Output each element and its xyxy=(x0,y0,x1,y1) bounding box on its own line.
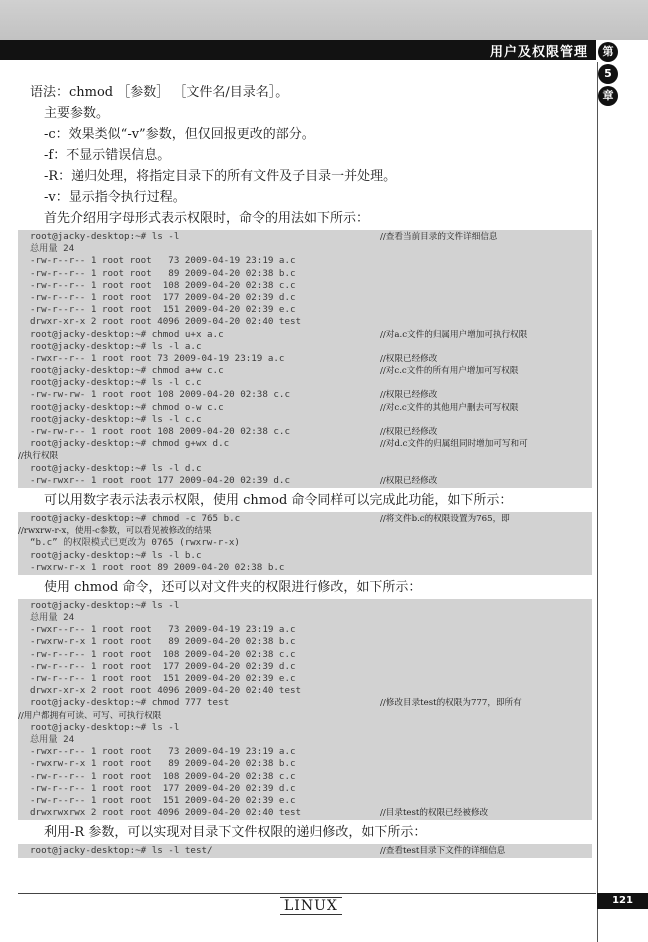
code-text: -rwxr--r-- 1 root root 73 2009-04-19 23:19 a.c xyxy=(30,352,285,364)
code-line xyxy=(18,475,592,487)
code-line xyxy=(18,353,592,365)
code-comment: //对a.c文件的归属用户增加可执行权限 xyxy=(380,329,528,340)
code-line xyxy=(18,292,592,304)
code-block xyxy=(18,230,592,488)
code-text: root@jacky-desktop:~# chmod u+x a.c xyxy=(30,328,224,340)
code-comment-wrap: //rwxrw-r-x，使用-c参数，可以看见被修改的结果 xyxy=(18,526,212,537)
code-line xyxy=(18,710,592,722)
code-comment: //对d.c文件的归属组同时增加可写和可 xyxy=(380,439,528,450)
code-text: root@jacky-desktop:~# ls -l a.c xyxy=(30,340,202,352)
paragraph: -v：显示指令执行过程。 xyxy=(44,190,186,205)
code-text: -rw-rw-r-- 1 root root 108 2009-04-20 02:38 c.c xyxy=(30,426,290,437)
code-text: -rw-r--r-- 1 root root 177 2009-04-20 02:39 d.c xyxy=(30,660,296,672)
page-number: 121 xyxy=(597,893,648,909)
code-line xyxy=(18,377,592,389)
code-line xyxy=(18,513,592,525)
code-text: -rw-r--r-- 1 root root 108 2009-04-20 02:38 c.c xyxy=(30,279,296,291)
code-block xyxy=(18,599,592,820)
code-text: drwxrwxrwx 2 root root 4096 2009-04-20 02:40 test xyxy=(30,807,302,819)
code-line xyxy=(18,624,592,636)
code-text: -rw-r--r-- 1 root root 151 2009-04-20 02:39 e.c xyxy=(30,673,296,684)
code-line xyxy=(18,280,592,292)
code-line xyxy=(18,341,592,353)
code-text: root@jacky-desktop:~# ls -l d.c xyxy=(30,462,202,474)
code-line xyxy=(18,243,592,255)
code-line xyxy=(18,783,592,795)
code-text: -rw-r--r-- 1 root root 177 2009-04-20 02:39 d.c xyxy=(30,291,296,303)
code-line xyxy=(18,463,592,475)
chapter-badge: 章 xyxy=(598,86,618,106)
code-text: drwxr-xr-x 2 root root 4096 2009-04-20 02:40 test xyxy=(30,316,302,328)
code-line xyxy=(18,255,592,267)
code-text: root@jacky-desktop:~# ls -l c.c xyxy=(30,377,202,389)
code-text: root@jacky-desktop:~# ls -l b.c xyxy=(30,549,202,561)
code-comment: //目录test的权限已经被修改 xyxy=(380,808,489,819)
paragraph: 主要参数。 xyxy=(44,106,110,121)
code-text: -rw-r--r-- 1 root root 151 2009-04-20 02:39 e.c xyxy=(30,794,296,806)
right-margin-rule xyxy=(597,62,598,942)
code-line xyxy=(18,231,592,243)
paragraph: -R：递归处理，将指定目录下的所有文件及子目录一并处理。 xyxy=(44,169,397,184)
code-line xyxy=(18,525,592,537)
code-comment: //权限已经修改 xyxy=(380,475,438,486)
code-line xyxy=(18,304,592,316)
code-line xyxy=(18,402,592,414)
code-text: “b.c” 的权限模式已更改为 0765 (rwxrw-r-x) xyxy=(30,537,240,549)
code-line xyxy=(18,661,592,673)
code-text: -rw-r--r-- 1 root root 151 2009-04-20 02:39 e.c xyxy=(30,304,296,316)
code-line xyxy=(18,329,592,341)
code-text: -rw-rw-rw- 1 root root 108 2009-04-20 02:38 c.c xyxy=(30,389,290,401)
code-line xyxy=(18,268,592,280)
code-text: -rw-r--r-- 1 root root 89 2009-04-20 02:38 b.c xyxy=(30,267,296,279)
code-line xyxy=(18,771,592,783)
code-line xyxy=(18,734,592,746)
code-line xyxy=(18,758,592,770)
code-comment: //对c.c文件的所有用户增加可写权限 xyxy=(380,366,519,377)
chapter-title: 用户及权限管理 xyxy=(489,45,588,60)
code-text: -rwxr--r-- 1 root root 73 2009-04-19 23:19 a.c xyxy=(30,624,296,636)
code-line xyxy=(18,562,592,574)
code-text: 总用量 24 xyxy=(30,733,75,745)
code-text: -rw-r--r-- 1 root root 73 2009-04-19 23:19 a.c xyxy=(30,255,296,267)
code-line xyxy=(18,365,592,377)
code-comment: //查看当前目录的文件详细信息 xyxy=(380,232,498,242)
code-text: root@jacky-desktop:~# ls -l test/ xyxy=(30,845,213,857)
code-block xyxy=(18,844,592,858)
code-text: root@jacky-desktop:~# ls -l xyxy=(30,599,180,611)
code-text: root@jacky-desktop:~# chmod 777 test xyxy=(30,697,230,709)
code-line xyxy=(18,649,592,661)
code-text: 总用量 24 xyxy=(30,243,75,255)
code-line xyxy=(18,722,592,734)
code-text: root@jacky-desktop:~# chmod g+wx d.c xyxy=(30,438,230,450)
code-text: -rw-r--r-- 1 root root 177 2009-04-20 02:39 d.c xyxy=(30,782,296,794)
code-block xyxy=(18,512,592,575)
code-line xyxy=(18,414,592,426)
paragraph: 首先介绍用字母形式表示权限时，命令的用法如下所示： xyxy=(44,211,370,226)
paragraph: 使用 chmod 命令，还可以对文件夹的权限进行修改，如下所示： xyxy=(44,579,422,595)
code-comment-wrap: //用户都拥有可读、可写、可执行权限 xyxy=(18,710,162,721)
chapter-number-badge: 5 xyxy=(598,64,618,84)
footer-logo: LINUX xyxy=(280,897,342,915)
code-text: root@jacky-desktop:~# ls -l xyxy=(30,721,180,733)
code-line xyxy=(18,316,592,328)
code-line xyxy=(18,612,592,624)
code-text: -rw-r--r-- 1 root root 108 2009-04-20 02:38 c.c xyxy=(30,648,296,660)
code-line xyxy=(18,438,592,450)
code-line xyxy=(18,426,592,438)
code-text: drwxr-xr-x 2 root root 4096 2009-04-20 02:40 test xyxy=(30,685,302,697)
paragraph: 语法：chmod ［参数］ ［文件名/目录名］。 xyxy=(30,85,289,100)
code-comment: //修改目录test的权限为777，即所有 xyxy=(380,698,522,709)
code-comment: //权限已经修改 xyxy=(380,390,438,401)
code-comment: //权限已经修改 xyxy=(380,427,438,437)
code-line xyxy=(18,697,592,709)
code-line xyxy=(18,450,592,462)
paragraph: 可以用数字表示法表示权限，使用 chmod 命令同样可以完成此功能，如下所示： xyxy=(44,492,513,508)
code-line xyxy=(18,537,592,549)
code-line xyxy=(18,636,592,648)
code-text: root@jacky-desktop:~# chmod o-w c.c xyxy=(30,401,224,413)
code-text: -rw-r--r-- 1 root root 108 2009-04-20 02:38 c.c xyxy=(30,770,296,782)
code-line xyxy=(18,746,592,758)
code-comment: //权限已经修改 xyxy=(380,353,438,364)
page-body xyxy=(18,82,592,860)
code-text: 总用量 24 xyxy=(30,612,75,624)
code-text: root@jacky-desktop:~# ls -l xyxy=(30,231,180,242)
paragraph: 利用-R 参数，可以实现对目录下文件权限的递归修改，如下所示： xyxy=(44,825,427,841)
code-text: root@jacky-desktop:~# chmod -c 765 b.c xyxy=(30,512,241,524)
footer-rule xyxy=(18,893,596,894)
paragraph: -f：不显示错误信息。 xyxy=(44,148,171,163)
code-text: -rwxr--r-- 1 root root 73 2009-04-19 23:19 a.c xyxy=(30,746,296,758)
code-line xyxy=(18,807,592,819)
code-line xyxy=(18,550,592,562)
code-text: root@jacky-desktop:~# ls -l c.c xyxy=(30,413,202,425)
code-text: -rw-rwxr-- 1 root root 177 2009-04-20 02:39 d.c xyxy=(30,474,290,486)
code-line xyxy=(18,685,592,697)
code-line xyxy=(18,389,592,401)
code-text: -rwxrw-r-x 1 root root 89 2009-04-20 02:38 b.c xyxy=(30,636,296,648)
code-comment: //查看test目录下文件的详细信息 xyxy=(380,846,506,857)
paragraph: -c：效果类似“-v”参数，但仅回报更改的部分。 xyxy=(44,127,315,142)
code-text: root@jacky-desktop:~# chmod a+w c.c xyxy=(30,365,224,377)
code-text: -rwxrw-r-x 1 root root 89 2009-04-20 02:38 b.c xyxy=(30,561,285,573)
code-comment: //对c.c文件的其他用户删去可写权限 xyxy=(380,402,519,413)
top-gray-band xyxy=(0,0,648,40)
chapter-badge-column xyxy=(598,42,622,108)
code-text: -rwxrw-r-x 1 root root 89 2009-04-20 02:38 b.c xyxy=(30,758,296,770)
header-band xyxy=(0,40,596,60)
code-line xyxy=(18,673,592,685)
code-comment-wrap: //执行权限 xyxy=(18,451,59,462)
code-line xyxy=(18,845,592,857)
code-line xyxy=(18,600,592,612)
code-comment: //将文件b.c的权限设置为765，即 xyxy=(380,513,510,524)
chapter-badge: 第 xyxy=(598,42,618,62)
code-line xyxy=(18,795,592,807)
